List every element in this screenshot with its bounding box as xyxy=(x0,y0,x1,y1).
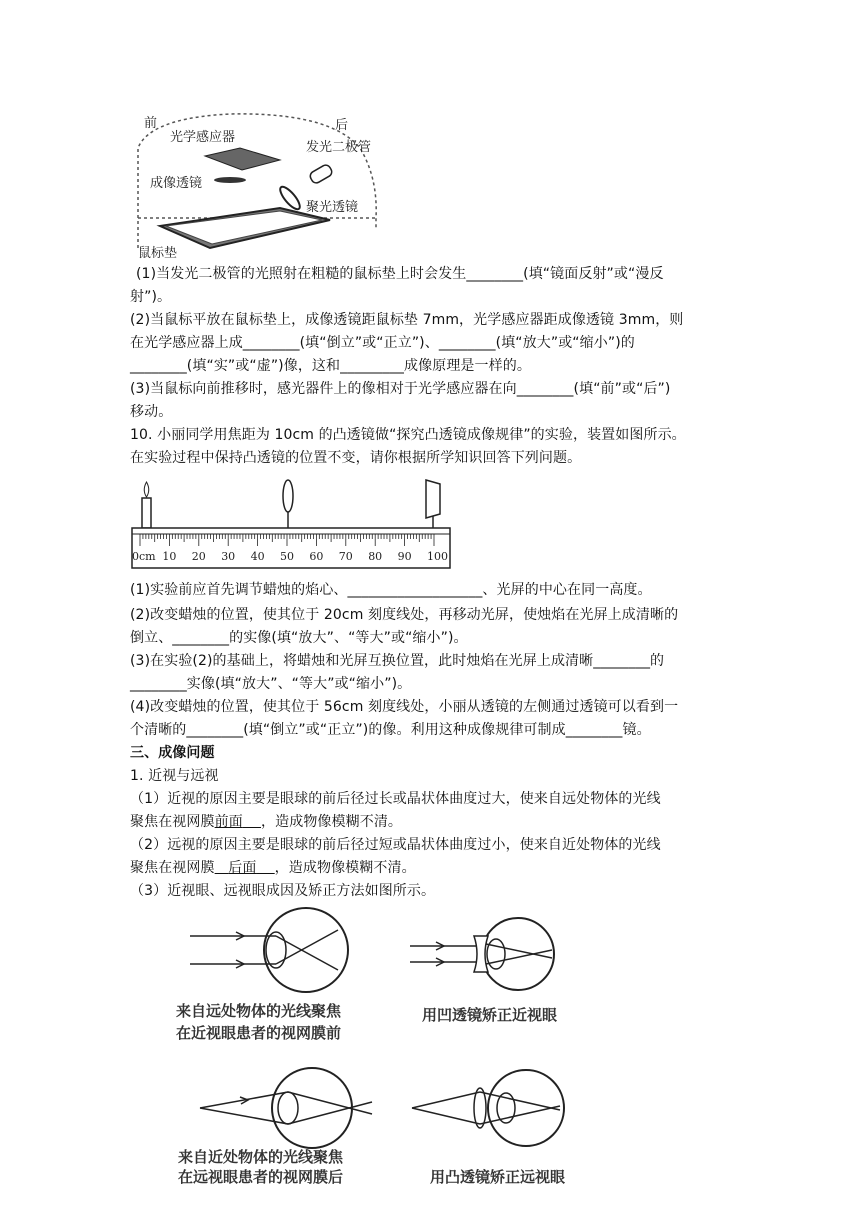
myopia-eye-diagram xyxy=(186,906,366,996)
q10-part3-line1: (3)在实验(2)的基础上，将蜡烛和光屏互换位置，此时烛焰在光屏上成清晰________的 xyxy=(130,653,665,669)
q10-part2-line1: (2)改变蜡烛的位置，使其位于 20cm 刻度线处，再移动光屏，使烛焰在光屏上成清晰的 xyxy=(130,607,679,623)
item2-line2-prefix: 聚焦在视网膜 xyxy=(130,860,215,876)
item2-line2-suffix: ，造成物像模糊不清。 xyxy=(274,860,416,876)
q10-part3-line2: ________实像(填“放大”、“等大”或“缩小”)。 xyxy=(130,676,412,692)
ruler-label: 60 xyxy=(309,550,324,563)
label-back: 后 xyxy=(335,118,349,133)
item1-line1: （1）近视的原因主要是眼球的前后径过长或晶状体曲度过大，使来自远处物体的光线 xyxy=(130,791,661,807)
item1-line2 xyxy=(130,812,730,832)
mouse-figure xyxy=(130,108,380,261)
item2-line2 xyxy=(130,858,730,878)
section-heading: 三、成像问题 xyxy=(130,745,215,761)
subsection-title: 1. 近视与远视 xyxy=(130,768,219,784)
q9-part1-line1: (1)当发光二极管的光照射在粗糙的鼠标垫上时会发生________(填“镜面反射”或“漫反 xyxy=(136,266,664,282)
q10-part4-line2: 个清晰的________(填“倒立”或“正立”)的像。利用这种成像规律可制成________镜。 xyxy=(130,722,651,738)
ruler-label: 10 xyxy=(162,550,177,563)
ruler-label: 40 xyxy=(250,550,265,563)
label-imaging-lens: 成像透镜 xyxy=(150,176,203,191)
q10-part4-line1: (4)改变蜡烛的位置，使其位于 56cm 刻度线处，小丽从透镜的左侧通过透镜可以看到一 xyxy=(130,699,679,715)
q9-part3-line1: (3)当鼠标向前推移时，感光器件上的像相对于光学感应器在向________(填“前”或“后”) xyxy=(130,381,671,397)
item3: （3）近视眼、远视眼成因及矫正方法如图所示。 xyxy=(130,883,436,899)
q10-part2-line2: 倒立、________的实像(填“放大”、“等大”或“缩小”)。 xyxy=(130,630,468,646)
q9-part2-line3: ________(填“实”或“虚”)像，这和_________成像原理是一样的。 xyxy=(130,358,531,374)
label-front: 前 xyxy=(144,116,158,131)
ruler-label: 70 xyxy=(338,550,353,563)
ruler-label: 30 xyxy=(221,550,236,563)
q9-part2-line1: (2)当鼠标平放在鼠标垫上，成像透镜距鼠标垫 7mm，光学感应器距成像透镜 3mm，则 xyxy=(130,312,684,328)
ruler-label: 100 xyxy=(427,550,448,563)
caption-hyperopia-1: 来自近处物体的光线聚焦 xyxy=(178,1148,344,1166)
q9-part1-line2: 射”)。 xyxy=(130,289,172,305)
ruler-label: 80 xyxy=(368,550,383,563)
ruler-label: 50 xyxy=(280,550,294,563)
label-mouse-pad: 鼠标垫 xyxy=(138,246,178,261)
ruler-label: 20 xyxy=(191,550,206,563)
ruler-label: 0cm xyxy=(132,550,156,563)
label-condenser-lens: 聚光透镜 xyxy=(306,200,359,215)
item1-answer: 前面 xyxy=(214,814,243,830)
label-sensor: 光学感应器 xyxy=(170,130,236,145)
q9-part3-line2: 移动。 xyxy=(130,404,173,420)
caption-convex: 用凸透镜矫正远视眼 xyxy=(430,1168,566,1186)
optical-bench-figure xyxy=(130,478,452,570)
item2-answer: 后面 xyxy=(228,860,257,876)
label-led: 发光二极管 xyxy=(306,140,372,155)
item1-line2-prefix: 聚焦在视网膜 xyxy=(130,814,215,830)
convex-correction-diagram xyxy=(408,1066,588,1156)
caption-myopia-1: 来自远处物体的光线聚焦 xyxy=(176,1002,342,1020)
q9-part2-line2: 在光学感应器上成________(填“倒立”或“正立”)、________(填“放大”或“缩小”)的 xyxy=(130,335,635,351)
caption-concave: 用凹透镜矫正近视眼 xyxy=(422,1006,558,1024)
q10-intro-line1: 10. 小丽同学用焦距为 10cm 的凸透镜做“探究凸透镜成像规律”的实验，装置如图所示。 xyxy=(130,427,686,443)
item2-line1: （2）远视的原因主要是眼球的前后径过短或晶状体曲度过小，使来自近处物体的光线 xyxy=(130,837,661,853)
concave-correction-diagram xyxy=(406,912,576,1002)
caption-hyperopia-2: 在远视眼患者的视网膜后 xyxy=(178,1168,344,1186)
q10-intro-line2: 在实验过程中保持凸透镜的位置不变，请你根据所学知识回答下列问题。 xyxy=(130,450,582,466)
hyperopia-eye-diagram xyxy=(196,1064,376,1154)
q10-part1: (1)实验前应首先调节蜡烛的焰心、___________________、光屏的中心在同一高度。 xyxy=(130,582,652,598)
caption-myopia-2: 在近视眼患者的视网膜前 xyxy=(176,1024,342,1042)
item1-line2-suffix: ，造成物像模糊不清。 xyxy=(261,814,403,830)
ruler-label: 90 xyxy=(397,550,412,563)
